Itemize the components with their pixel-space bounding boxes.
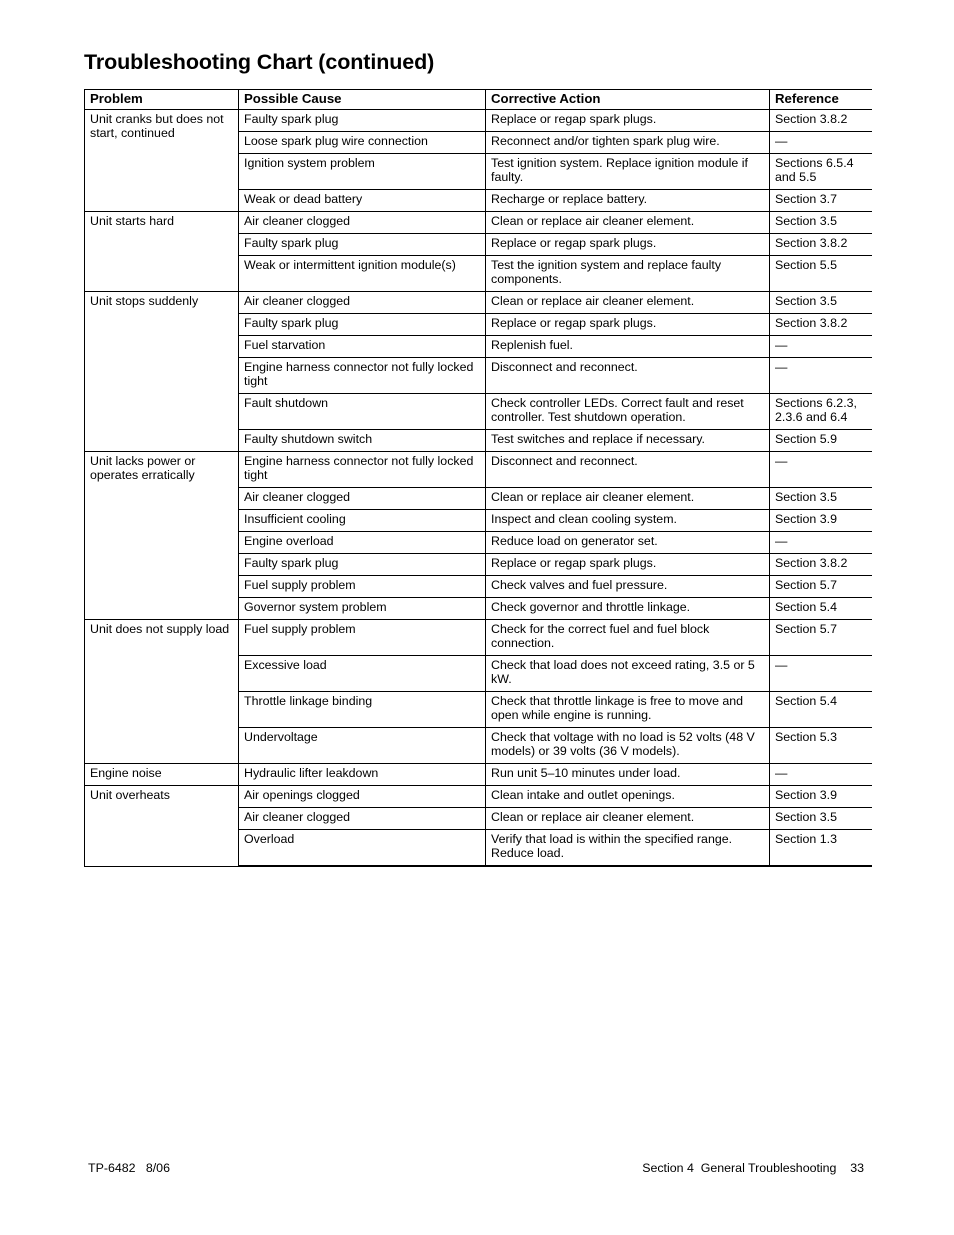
reference-cell: Section 3.8.2 bbox=[770, 314, 872, 336]
reference-cell: Section 5.3 bbox=[770, 728, 872, 764]
corrective-action-cell: Replenish fuel. bbox=[486, 336, 770, 358]
corrective-action-cell: Recharge or replace battery. bbox=[486, 190, 770, 212]
reference-cell: — bbox=[770, 532, 872, 554]
possible-cause-cell: Loose spark plug wire connection bbox=[239, 132, 486, 154]
corrective-action-cell: Check valves and fuel pressure. bbox=[486, 576, 770, 598]
problem-cell: Unit does not supply load bbox=[85, 620, 239, 764]
possible-cause-cell: Weak or dead battery bbox=[239, 190, 486, 212]
corrective-action-cell: Reduce load on generator set. bbox=[486, 532, 770, 554]
reference-cell: — bbox=[770, 358, 872, 394]
problem-cell: Unit stops suddenly bbox=[85, 292, 239, 452]
table-row bbox=[85, 764, 872, 786]
possible-cause-cell: Air cleaner clogged bbox=[239, 808, 486, 830]
corrective-action-cell: Replace or regap spark plugs. bbox=[486, 314, 770, 336]
corrective-action-cell: Clean or replace air cleaner element. bbox=[486, 488, 770, 510]
possible-cause-cell: Insufficient cooling bbox=[239, 510, 486, 532]
possible-cause-cell: Hydraulic lifter leakdown bbox=[239, 764, 486, 786]
reference-cell: Section 5.7 bbox=[770, 620, 872, 656]
corrective-action-cell: Replace or regap spark plugs. bbox=[486, 110, 770, 132]
possible-cause-cell: Faulty spark plug bbox=[239, 554, 486, 576]
corrective-action-cell: Replace or regap spark plugs. bbox=[486, 234, 770, 256]
possible-cause-cell: Fuel supply problem bbox=[239, 576, 486, 598]
corrective-action-cell: Disconnect and reconnect. bbox=[486, 452, 770, 488]
page-title: Troubleshooting Chart (continued) bbox=[84, 50, 435, 74]
document-id-footer: TP-6482 8/06 bbox=[88, 1161, 170, 1175]
corrective-action-cell: Clean or replace air cleaner element. bbox=[486, 292, 770, 314]
reference-cell: — bbox=[770, 336, 872, 358]
corrective-action-cell: Clean or replace air cleaner element. bbox=[486, 212, 770, 234]
reference-cell: — bbox=[770, 656, 872, 692]
column-header-problem: Problem bbox=[85, 90, 239, 110]
possible-cause-cell: Air cleaner clogged bbox=[239, 212, 486, 234]
possible-cause-cell: Faulty spark plug bbox=[239, 314, 486, 336]
possible-cause-cell: Throttle linkage binding bbox=[239, 692, 486, 728]
possible-cause-cell: Faulty shutdown switch bbox=[239, 430, 486, 452]
reference-cell: Section 3.5 bbox=[770, 212, 872, 234]
troubleshooting-table bbox=[84, 89, 872, 867]
possible-cause-cell: Undervoltage bbox=[239, 728, 486, 764]
possible-cause-cell: Overload bbox=[239, 830, 486, 867]
problem-cell: Unit starts hard bbox=[85, 212, 239, 292]
reference-cell: — bbox=[770, 764, 872, 786]
table-header-row bbox=[85, 90, 872, 110]
reference-cell: Section 5.4 bbox=[770, 692, 872, 728]
column-header-corrective-action: Corrective Action bbox=[486, 90, 770, 110]
reference-cell: Section 3.5 bbox=[770, 292, 872, 314]
section-page-footer: Section 4 General Troubleshooting 33 bbox=[642, 1161, 864, 1175]
possible-cause-cell: Weak or intermittent ignition module(s) bbox=[239, 256, 486, 292]
reference-cell: Section 3.8.2 bbox=[770, 554, 872, 576]
reference-cell: Section 3.9 bbox=[770, 510, 872, 532]
corrective-action-cell: Inspect and clean cooling system. bbox=[486, 510, 770, 532]
corrective-action-cell: Test switches and replace if necessary. bbox=[486, 430, 770, 452]
possible-cause-cell: Engine harness connector not fully locked tight bbox=[239, 358, 486, 394]
problem-cell: Unit overheats bbox=[85, 786, 239, 867]
corrective-action-cell: Check that voltage with no load is 52 volts (48 V models) or 39 volts (36 V models). bbox=[486, 728, 770, 764]
reference-cell: Section 5.5 bbox=[770, 256, 872, 292]
table-row bbox=[85, 620, 872, 656]
corrective-action-cell: Reconnect and/or tighten spark plug wire. bbox=[486, 132, 770, 154]
reference-cell: Section 3.5 bbox=[770, 808, 872, 830]
possible-cause-cell: Air cleaner clogged bbox=[239, 292, 486, 314]
table-row bbox=[85, 292, 872, 314]
reference-cell: Section 5.7 bbox=[770, 576, 872, 598]
possible-cause-cell: Faulty spark plug bbox=[239, 234, 486, 256]
reference-cell: Section 3.8.2 bbox=[770, 110, 872, 132]
reference-cell: Sections 6.5.4 and 5.5 bbox=[770, 154, 872, 190]
corrective-action-cell: Check governor and throttle linkage. bbox=[486, 598, 770, 620]
corrective-action-cell: Check that load does not exceed rating, 3.5 or 5 kW. bbox=[486, 656, 770, 692]
reference-cell: Section 1.3 bbox=[770, 830, 872, 867]
corrective-action-cell: Clean or replace air cleaner element. bbox=[486, 808, 770, 830]
reference-cell: Sections 6.2.3, 2.3.6 and 6.4 bbox=[770, 394, 872, 430]
possible-cause-cell: Fault shutdown bbox=[239, 394, 486, 430]
reference-cell: Section 3.5 bbox=[770, 488, 872, 510]
possible-cause-cell: Engine overload bbox=[239, 532, 486, 554]
table-row bbox=[85, 786, 872, 808]
reference-cell: Section 3.7 bbox=[770, 190, 872, 212]
possible-cause-cell: Ignition system problem bbox=[239, 154, 486, 190]
reference-cell: Section 3.9 bbox=[770, 786, 872, 808]
possible-cause-cell: Excessive load bbox=[239, 656, 486, 692]
corrective-action-cell: Test the ignition system and replace faulty components. bbox=[486, 256, 770, 292]
possible-cause-cell: Fuel supply problem bbox=[239, 620, 486, 656]
possible-cause-cell: Governor system problem bbox=[239, 598, 486, 620]
table-body bbox=[85, 110, 872, 867]
possible-cause-cell: Air cleaner clogged bbox=[239, 488, 486, 510]
reference-cell: Section 5.4 bbox=[770, 598, 872, 620]
column-header-reference: Reference bbox=[770, 90, 872, 110]
corrective-action-cell: Verify that load is within the specified range. Reduce load. bbox=[486, 830, 770, 867]
corrective-action-cell: Check that throttle linkage is free to move and open while engine is running. bbox=[486, 692, 770, 728]
corrective-action-cell: Check controller LEDs. Correct fault and reset controller. Test shutdown operation. bbox=[486, 394, 770, 430]
reference-cell: Section 5.9 bbox=[770, 430, 872, 452]
possible-cause-cell: Air openings clogged bbox=[239, 786, 486, 808]
corrective-action-cell: Replace or regap spark plugs. bbox=[486, 554, 770, 576]
column-header-possible-cause: Possible Cause bbox=[239, 90, 486, 110]
table-row bbox=[85, 212, 872, 234]
possible-cause-cell: Fuel starvation bbox=[239, 336, 486, 358]
corrective-action-cell: Run unit 5–10 minutes under load. bbox=[486, 764, 770, 786]
problem-cell: Engine noise bbox=[85, 764, 239, 786]
possible-cause-cell: Engine harness connector not fully locked tight bbox=[239, 452, 486, 488]
table-row bbox=[85, 452, 872, 488]
reference-cell: — bbox=[770, 132, 872, 154]
problem-cell: Unit cranks but does not start, continued bbox=[85, 110, 239, 212]
reference-cell: — bbox=[770, 452, 872, 488]
possible-cause-cell: Faulty spark plug bbox=[239, 110, 486, 132]
problem-cell: Unit lacks power or operates erratically bbox=[85, 452, 239, 620]
corrective-action-cell: Test ignition system. Replace ignition module if faulty. bbox=[486, 154, 770, 190]
corrective-action-cell: Check for the correct fuel and fuel block connection. bbox=[486, 620, 770, 656]
table-row bbox=[85, 110, 872, 132]
reference-cell: Section 3.8.2 bbox=[770, 234, 872, 256]
corrective-action-cell: Disconnect and reconnect. bbox=[486, 358, 770, 394]
corrective-action-cell: Clean intake and outlet openings. bbox=[486, 786, 770, 808]
